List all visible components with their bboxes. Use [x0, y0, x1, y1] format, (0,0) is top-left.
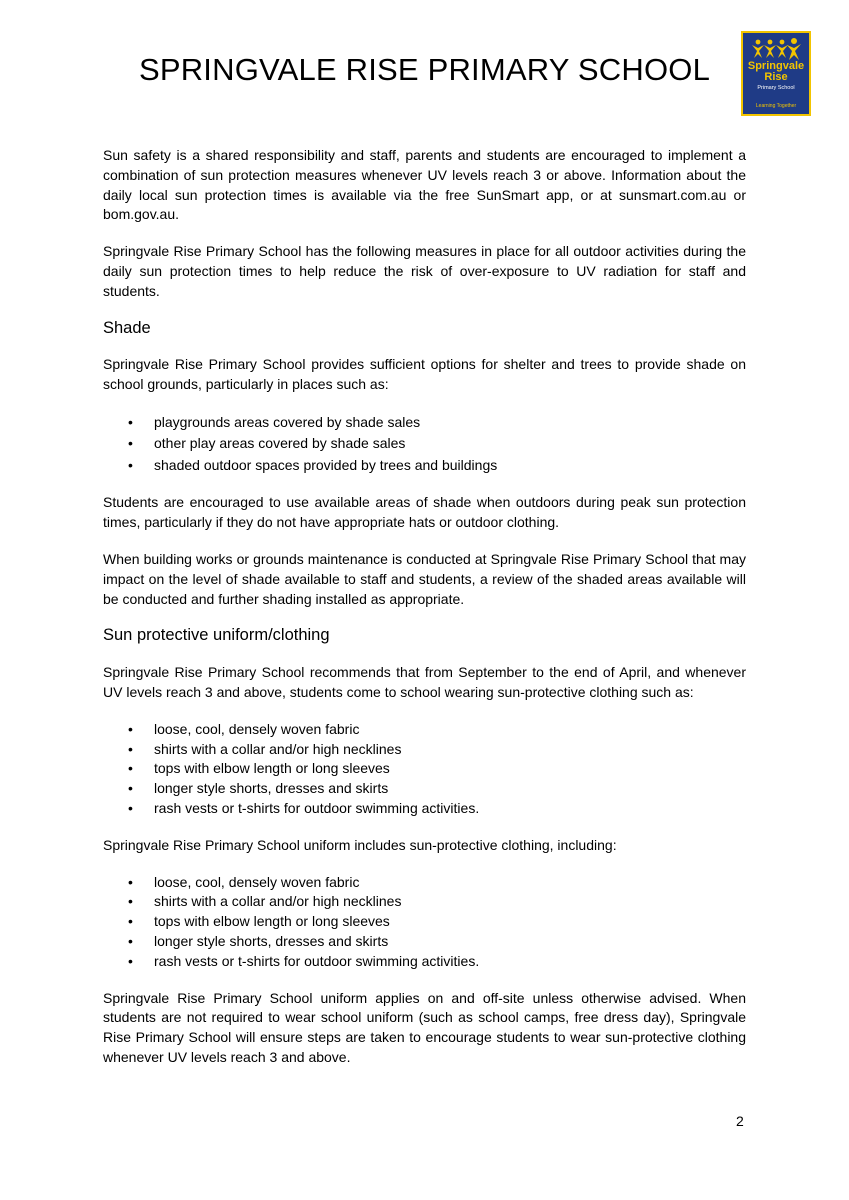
- document-body: [103, 146, 746, 1085]
- clothing-paragraph-3: Springvale Rise Primary School uniform applies on and off-site unless otherwise advised. When students are not required to wear school uniform (such as school camps, free dress day), Springvale Rise Primary School will ensure steps are taken to encourage students to wear sun-protective clothing whenever UV levels reach 3 and above.: [103, 989, 746, 1065]
- intro-paragraph-2: Springvale Rise Primary School has the following measures in place for all outdoor activities during the daily sun protection times to help reduce the risk of over-exposure to UV radiation for staff and students.: [103, 243, 746, 299]
- shade-paragraph-2: Students are encouraged to use available areas of shade when outdoors during peak sun protection times, particularly if they do not have appropriate hats or outdoor clothing.: [103, 494, 746, 531]
- shade-paragraph-1: Springvale Rise Primary School provides sufficient options for shelter and trees to provide shade on school grounds, particularly in places such as:: [103, 356, 746, 393]
- logo-tagline: Learning Together: [755, 103, 797, 109]
- list-item: • longer style shorts, dresses and skirts: [103, 932, 746, 952]
- logo-name-line-2: Rise: [764, 71, 788, 83]
- list-item: • rash vests or t-shirts for outdoor swimming activities.: [103, 952, 746, 972]
- list-item: • tops with elbow length or long sleeves: [103, 912, 746, 932]
- school-logo-graphic: [743, 33, 809, 114]
- logo-name-line-1: Springvale: [747, 60, 805, 72]
- clothing-paragraph-2: Springvale Rise Primary School uniform includes sun-protective clothing, including:: [103, 836, 617, 853]
- list-item: • loose, cool, densely woven fabric: [103, 873, 746, 893]
- shade-paragraph-3: When building works or grounds maintenance is conducted at Springvale Rise Primary School that may impact on the level of shade available to staff and students, a review of the shaded areas available will be conducted and further shading installed as appropriate.: [103, 551, 746, 607]
- figures-icon: [752, 38, 801, 60]
- list-item: • rash vests or t-shirts for outdoor swimming activities.: [103, 799, 746, 819]
- list-item: • shirts with a collar and/or high necklines: [103, 740, 746, 760]
- list-item: • shirts with a collar and/or high necklines: [103, 892, 746, 912]
- school-logo: [741, 31, 811, 116]
- clothing-paragraph-1: Springvale Rise Primary School recommends that from September to the end of April, and whenever UV levels reach 3 and above, students come to school wearing sun-protective clothing such as:: [103, 664, 746, 701]
- list-item: • tops with elbow length or long sleeves: [103, 759, 746, 779]
- list-item: • longer style shorts, dresses and skirts: [103, 779, 746, 799]
- list-item: • shaded outdoor spaces provided by trees and buildings: [103, 455, 746, 477]
- shade-heading: Shade: [103, 318, 151, 337]
- logo-subtitle: Primary School: [757, 85, 795, 91]
- page-number: 2: [736, 1113, 744, 1129]
- page-title: SPRINGVALE RISE PRIMARY SCHOOL: [138, 52, 711, 87]
- list-item: • playgrounds areas covered by shade sales: [103, 412, 746, 434]
- intro-paragraph-1: Sun safety is a shared responsibility and staff, parents and students are encouraged to implement a combination of sun protection measures whenever UV levels reach 3 or above. Information about the daily local sun protection times is available via the free SunSmart app, or at sunsmart.com.au or bom.gov.au.: [103, 147, 746, 223]
- clothing-heading: Sun protective uniform/clothing: [103, 626, 330, 645]
- shade-list: [103, 412, 746, 477]
- clothing-list-2: [103, 873, 746, 972]
- list-item: • loose, cool, densely woven fabric: [103, 720, 746, 740]
- list-item: • other play areas covered by shade sales: [103, 433, 746, 455]
- clothing-list-1: [103, 720, 746, 819]
